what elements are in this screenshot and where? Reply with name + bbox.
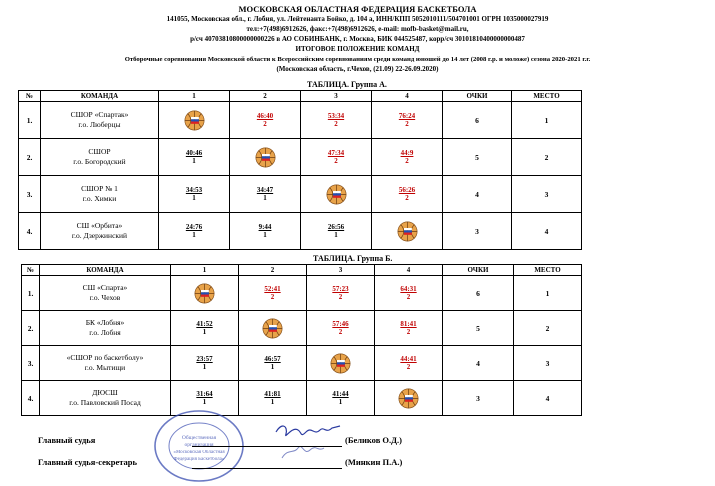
table-row bbox=[19, 139, 582, 176]
team-city: г.о. Люберцы bbox=[78, 120, 121, 129]
match-result bbox=[375, 285, 442, 301]
match-cell bbox=[372, 102, 443, 139]
team-points: 3 bbox=[443, 381, 514, 416]
match-points: 2 bbox=[406, 293, 411, 301]
team-club: «СШОР по баскетболу» bbox=[66, 353, 144, 362]
team-club: ДЮСШ bbox=[92, 388, 118, 397]
col-4-header: 4 bbox=[372, 91, 443, 102]
secretary-label: Главный судья-секретарь bbox=[38, 457, 138, 467]
org-address: 141055, Московская обл., г. Лобня, ул. Лейтенанта Бойко, д. 104 а, ИНН/КПП 5052010111/504701001 ОГРН 1035000027919 bbox=[166, 15, 549, 23]
match-cell bbox=[301, 139, 372, 176]
match-score: 34:47 bbox=[256, 186, 274, 194]
team-points: 5 bbox=[443, 311, 514, 346]
org-contacts: тел:+7(498)6912626, факс:+7(498)6912626, e-mail: mofb-basket@mail.ru, bbox=[246, 25, 469, 33]
match-points: 1 bbox=[202, 398, 207, 406]
team-place: 3 bbox=[512, 176, 582, 213]
match-score: 46:57 bbox=[264, 355, 281, 363]
team-points: 6 bbox=[443, 102, 512, 139]
match-cell bbox=[307, 311, 375, 346]
match-result bbox=[375, 320, 442, 336]
match-cell bbox=[171, 311, 239, 346]
row-number: 3. bbox=[22, 346, 40, 381]
row-number: 2. bbox=[22, 311, 40, 346]
match-result bbox=[230, 223, 300, 239]
table-row bbox=[22, 311, 582, 346]
self-match-cell bbox=[375, 381, 443, 416]
match-points: 2 bbox=[263, 120, 267, 128]
match-score: 76:24 bbox=[398, 112, 416, 120]
match-score: 81:41 bbox=[400, 320, 417, 328]
match-score: 31:64 bbox=[196, 390, 213, 398]
secretary-name: (Минкин П.А.) bbox=[345, 457, 403, 467]
team-points: 3 bbox=[443, 213, 512, 250]
team-city: г.о. Химки bbox=[82, 194, 117, 203]
match-result bbox=[307, 320, 374, 336]
match-result bbox=[372, 149, 442, 165]
match-score: 53:34 bbox=[327, 112, 345, 120]
team-points: 5 bbox=[443, 139, 512, 176]
match-result bbox=[307, 285, 374, 301]
match-cell bbox=[301, 102, 372, 139]
team-club: СШОР bbox=[88, 147, 111, 156]
team-name bbox=[40, 276, 171, 311]
chief-referee-label: Главный судья bbox=[38, 435, 96, 445]
match-result bbox=[307, 390, 374, 406]
col-1-header: 1 bbox=[171, 265, 239, 276]
federation-logo-icon bbox=[397, 221, 418, 242]
team-club: СШ «Спарта» bbox=[82, 283, 128, 292]
secretary-signature-line bbox=[192, 468, 342, 469]
team-club: СШОР № 1 bbox=[81, 184, 118, 193]
match-score: 26:56 bbox=[327, 223, 345, 231]
team-club: СШ «Орбита» bbox=[76, 221, 123, 230]
chief-referee-name: (Беликов О.Д.) bbox=[345, 435, 402, 445]
match-result bbox=[372, 186, 442, 202]
table-row bbox=[19, 176, 582, 213]
row-number: 3. bbox=[19, 176, 41, 213]
self-match-cell bbox=[307, 346, 375, 381]
team-city: г.о. Дзержинский bbox=[71, 231, 128, 240]
federation-logo-icon bbox=[330, 353, 351, 374]
match-result bbox=[230, 186, 300, 202]
match-points: 1 bbox=[192, 157, 196, 165]
match-score: 41:44 bbox=[332, 390, 349, 398]
team-name bbox=[40, 346, 171, 381]
group-b-title: ТАБЛИЦА. Группа Б. bbox=[313, 254, 393, 263]
col-2-header: 2 bbox=[230, 91, 301, 102]
self-match-cell bbox=[239, 311, 307, 346]
team-city: г.о. Мытищи bbox=[84, 363, 126, 372]
match-points: 2 bbox=[334, 157, 338, 165]
match-result bbox=[171, 355, 238, 371]
match-points: 2 bbox=[334, 120, 338, 128]
match-score: 56:26 bbox=[398, 186, 416, 194]
team-points: 6 bbox=[443, 276, 514, 311]
match-cell bbox=[372, 176, 443, 213]
match-cell bbox=[307, 381, 375, 416]
match-result bbox=[375, 355, 442, 371]
match-cell bbox=[239, 346, 307, 381]
col-place-header: МЕСТО bbox=[512, 91, 582, 102]
row-number: 2. bbox=[19, 139, 41, 176]
match-result bbox=[159, 223, 229, 239]
match-score: 44:9 bbox=[400, 149, 414, 157]
col-points-header: ОЧКИ bbox=[443, 265, 514, 276]
match-cell bbox=[230, 176, 301, 213]
event-name: Отборочные соревнования Московской области к Всероссийским соревнованиям среди команд юношей до 14 лет (2008 г.р. и моложе) сезона 2020-2021 г.г. bbox=[124, 56, 591, 63]
group-a-title: ТАБЛИЦА. Группа А. bbox=[307, 80, 387, 89]
team-place: 1 bbox=[514, 276, 582, 311]
col-points-header: ОЧКИ bbox=[443, 91, 512, 102]
match-score: 64:31 bbox=[400, 285, 417, 293]
chief-signature-line bbox=[192, 446, 342, 447]
federation-logo-icon bbox=[398, 388, 419, 409]
federation-logo-icon bbox=[255, 147, 276, 168]
match-score: 57:23 bbox=[332, 285, 349, 293]
match-cell bbox=[171, 346, 239, 381]
table-row bbox=[22, 276, 582, 311]
col-2-header: 2 bbox=[239, 265, 307, 276]
col-3-header: 3 bbox=[301, 91, 372, 102]
federation-logo-icon bbox=[262, 318, 283, 339]
col-4-header: 4 bbox=[375, 265, 443, 276]
team-city: г.о. Богородский bbox=[73, 157, 126, 166]
row-number: 4. bbox=[19, 213, 41, 250]
table-row bbox=[22, 381, 582, 416]
match-cell bbox=[230, 102, 301, 139]
match-result bbox=[159, 186, 229, 202]
match-cell bbox=[239, 276, 307, 311]
match-cell bbox=[159, 139, 230, 176]
match-cell bbox=[372, 139, 443, 176]
team-club: БК «Лобня» bbox=[85, 318, 125, 327]
match-score: 41:81 bbox=[264, 390, 281, 398]
federation-logo-icon bbox=[194, 283, 215, 304]
document-title: ИТОГОВОЕ ПОЛОЖЕНИЕ КОМАНД bbox=[295, 45, 420, 53]
col-3-header: 3 bbox=[307, 265, 375, 276]
svg-text:«Московская Областная: «Московская Областная bbox=[173, 450, 225, 455]
svg-text:Федерация Баскетбола»: Федерация Баскетбола» bbox=[173, 457, 225, 462]
match-result bbox=[171, 320, 238, 336]
col-num-header: № bbox=[22, 265, 40, 276]
row-number: 1. bbox=[19, 102, 41, 139]
svg-text:организация: организация bbox=[184, 442, 214, 448]
match-score: 34:53 bbox=[185, 186, 203, 194]
match-cell bbox=[159, 213, 230, 250]
match-result bbox=[239, 355, 306, 371]
match-result bbox=[301, 149, 371, 165]
match-cell bbox=[375, 276, 443, 311]
table-row bbox=[19, 102, 582, 139]
event-place: (Московская область, г.Чехов, (21.09) 22-26.09.2020) bbox=[276, 65, 439, 73]
match-points: 2 bbox=[406, 328, 411, 336]
team-name bbox=[41, 176, 159, 213]
match-cell bbox=[230, 213, 301, 250]
match-score: 46:40 bbox=[256, 112, 274, 120]
col-num-header: № bbox=[19, 91, 41, 102]
match-points: 2 bbox=[406, 363, 411, 371]
col-team-header: КОМАНДА bbox=[41, 91, 159, 102]
team-points: 4 bbox=[443, 346, 514, 381]
team-place: 3 bbox=[514, 346, 582, 381]
match-points: 1 bbox=[263, 231, 267, 239]
match-cell bbox=[159, 176, 230, 213]
col-place-header: МЕСТО bbox=[514, 265, 582, 276]
match-points: 1 bbox=[202, 328, 207, 336]
team-place: 4 bbox=[512, 213, 582, 250]
team-city: г.о. Лобня bbox=[89, 328, 121, 337]
match-cell bbox=[375, 311, 443, 346]
team-name bbox=[41, 213, 159, 250]
match-points: 2 bbox=[405, 157, 409, 165]
match-score: 47:34 bbox=[327, 149, 345, 157]
match-score: 24:76 bbox=[185, 223, 203, 231]
match-result bbox=[230, 112, 300, 128]
col-1-header: 1 bbox=[159, 91, 230, 102]
self-match-cell bbox=[372, 213, 443, 250]
match-points: 1 bbox=[202, 363, 207, 371]
match-result bbox=[301, 112, 371, 128]
table-row bbox=[19, 213, 582, 250]
row-number: 4. bbox=[22, 381, 40, 416]
match-points: 1 bbox=[192, 194, 196, 202]
match-score: 52:41 bbox=[264, 285, 281, 293]
team-place: 2 bbox=[512, 139, 582, 176]
match-points: 2 bbox=[338, 328, 343, 336]
match-result bbox=[239, 390, 306, 406]
match-result bbox=[239, 285, 306, 301]
match-cell bbox=[301, 213, 372, 250]
match-score: 9:44 bbox=[258, 223, 272, 231]
self-match-cell bbox=[301, 176, 372, 213]
match-result bbox=[159, 149, 229, 165]
match-score: 57:46 bbox=[332, 320, 349, 328]
org-title: МОСКОВСКАЯ ОБЛАСТНАЯ ФЕДЕРАЦИЯ БАСКЕТБОЛА bbox=[238, 4, 477, 14]
match-cell bbox=[239, 381, 307, 416]
self-match-cell bbox=[159, 102, 230, 139]
match-points: 1 bbox=[263, 194, 267, 202]
federation-logo-icon bbox=[326, 184, 347, 205]
match-result bbox=[372, 112, 442, 128]
group-b-table bbox=[21, 264, 582, 416]
team-name bbox=[41, 139, 159, 176]
team-club: СШОР «Спартак» bbox=[70, 110, 129, 119]
match-result bbox=[301, 223, 371, 239]
col-team-header: КОМАНДА bbox=[40, 265, 171, 276]
team-place: 2 bbox=[514, 311, 582, 346]
match-score: 41:52 bbox=[196, 320, 213, 328]
org-bank: р/сч 40703810800000000226 в АО СОБИНБАНК, г. Москва, БИК 044525487, корр/сч 30101810400000000487 bbox=[190, 35, 525, 43]
signature-scribble bbox=[268, 418, 348, 468]
federation-logo-icon bbox=[184, 110, 205, 131]
team-place: 4 bbox=[514, 381, 582, 416]
match-score: 40:46 bbox=[185, 149, 203, 157]
match-points: 2 bbox=[405, 120, 409, 128]
team-name bbox=[40, 311, 171, 346]
team-name bbox=[41, 102, 159, 139]
match-points: 1 bbox=[338, 398, 343, 406]
team-city: г.о. Чехов bbox=[89, 293, 121, 302]
group-a-table bbox=[18, 90, 582, 250]
svg-text:Общественная: Общественная bbox=[181, 435, 217, 441]
match-points: 1 bbox=[334, 231, 338, 239]
match-points: 2 bbox=[338, 293, 343, 301]
self-match-cell bbox=[171, 276, 239, 311]
match-points: 1 bbox=[270, 398, 275, 406]
match-result bbox=[171, 390, 238, 406]
match-score: 23:57 bbox=[196, 355, 213, 363]
row-number: 1. bbox=[22, 276, 40, 311]
team-points: 4 bbox=[443, 176, 512, 213]
team-city: г.о. Павловский Посад bbox=[69, 398, 141, 407]
match-cell bbox=[375, 346, 443, 381]
match-score: 44:41 bbox=[400, 355, 417, 363]
match-cell bbox=[307, 276, 375, 311]
self-match-cell bbox=[230, 139, 301, 176]
table-row bbox=[22, 346, 582, 381]
team-place: 1 bbox=[512, 102, 582, 139]
match-points: 2 bbox=[270, 293, 275, 301]
team-name bbox=[40, 381, 171, 416]
match-points: 2 bbox=[405, 194, 409, 202]
match-points: 1 bbox=[192, 231, 196, 239]
match-points: 1 bbox=[270, 363, 275, 371]
